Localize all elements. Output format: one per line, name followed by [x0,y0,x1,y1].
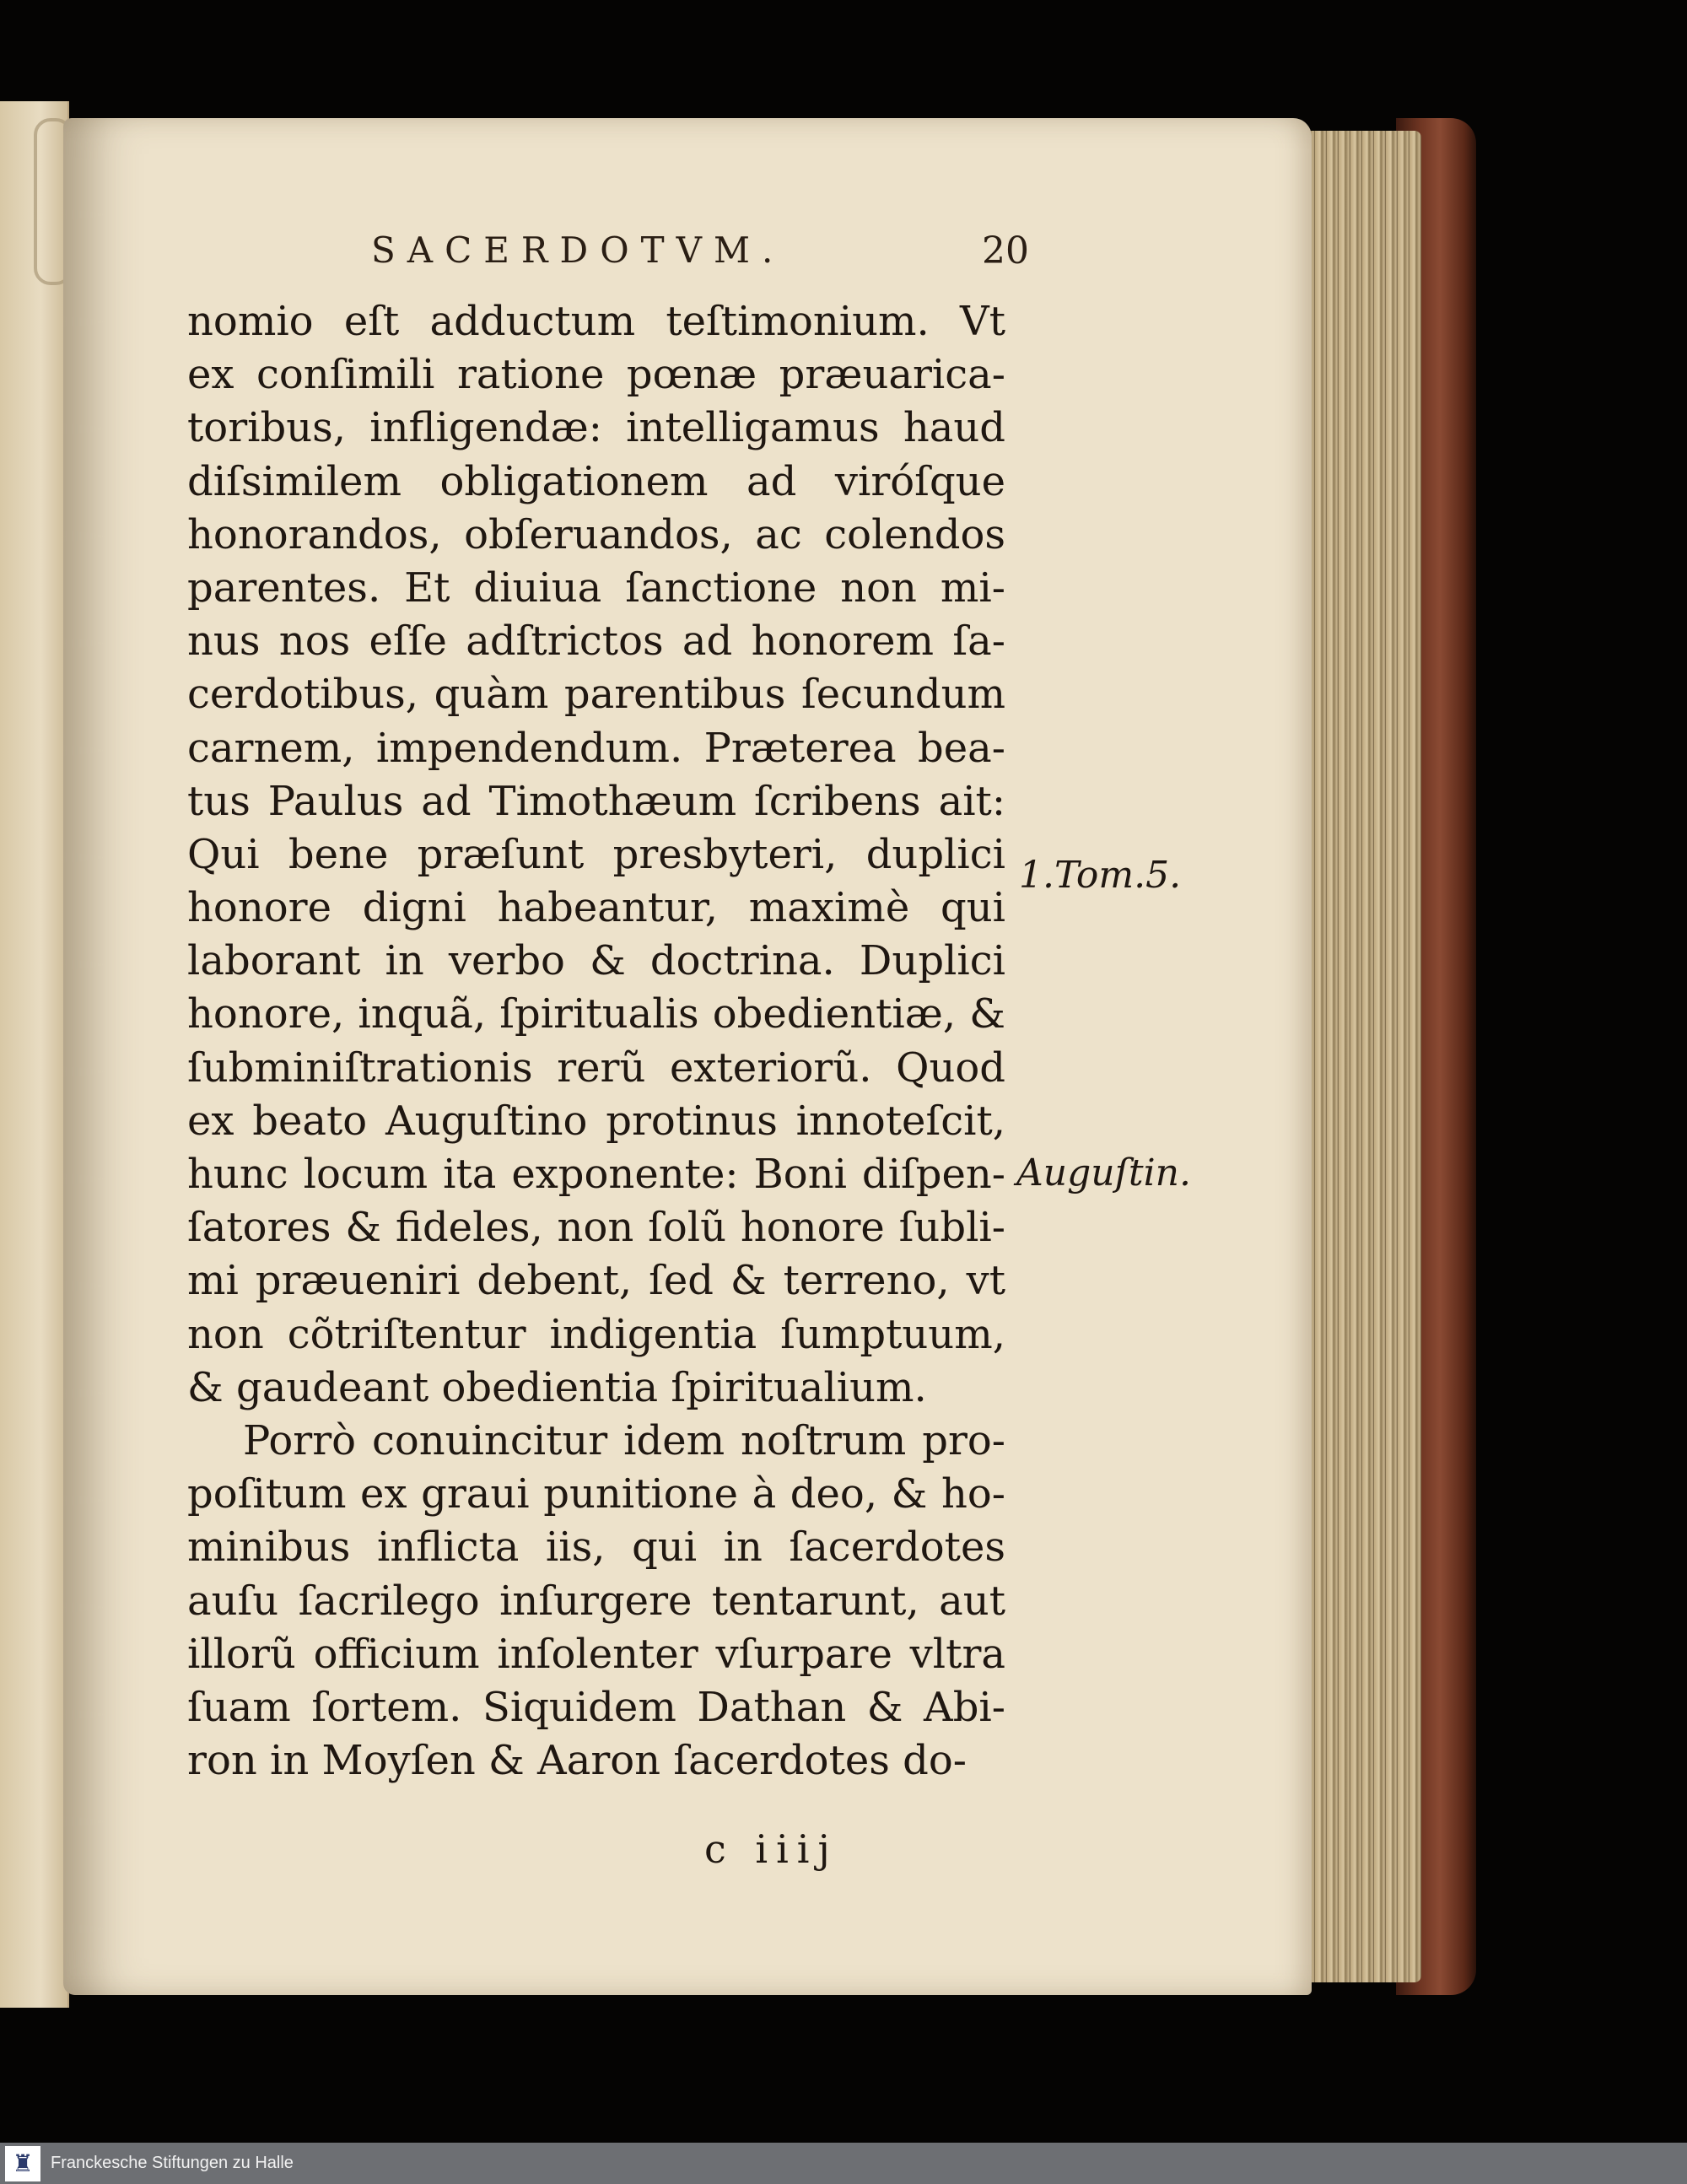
text-line: nus nos eſſe adſtrictos ad honorem ſa- [187,617,1005,666]
marginal-note-tom: 1.Tom.5. [1019,854,1182,897]
text-line: ſubminiſtrationis rerũ exteriorũ. Quod [187,1043,1005,1092]
text-line: Porrò conuincitur idem noſtrum pro- [243,1416,1005,1464]
text-line: cerdotibus, quàm parentibus ſecundum [187,671,1005,719]
text-line: hunc locum ita exponente: Boni diſpen- [187,1151,1005,1198]
text-line: poſitum ex graui punitione à deo, & ho- [187,1470,1005,1518]
institution-name: Franckesche Stiftungen zu Halle [51,2154,294,2172]
text-line: & gaudeant obedientia ſpiritualium. [187,1363,927,1411]
footer-bar [0,2143,1687,2184]
text-line: ſatores & fideles, non ſolũ honore ſubli- [187,1204,1005,1252]
body-text [187,295,1005,1788]
page-edges [1303,131,1421,1982]
text-line: tus Paulus ad Timothæum ſcribens ait: [187,777,1005,825]
signature-mark: c iiij [704,1826,838,1872]
text-line: ex conſimili ratione pœnæ præuarica- [187,351,1005,399]
text-line: non cõtriſtentur indigentia ſumptuum, [187,1310,1005,1358]
text-line: honorandos, obſeruandos, ac colendos [187,510,1005,558]
text-line: ex beato Auguſtino protinus innoteſcit, [187,1097,1005,1145]
text-line: nomio eſt adductum teſtimonium. Vt [187,298,1005,345]
marginal-note-augustin: Auguſtin. [1016,1151,1191,1194]
text-line: Qui bene præſunt presbyteri, duplici [187,830,1005,878]
text-line: honore, inquã, ſpiritualis obedientiæ, & [187,990,1005,1038]
text-line: illorũ officium inſolenter vſurpare vltra [187,1630,1005,1678]
running-head: SACERDOTVM. [371,229,785,271]
text-line: laborant in verbo & doctrina. Duplici [187,937,1005,985]
tower-icon: ♜ [12,2149,34,2177]
text-line: carnem, impendendum. Præterea bea- [187,724,1005,772]
text-line: ſuam ſortem. Siquidem Dathan & Abi- [187,1683,1005,1731]
text-line: ron in Moyſen & Aaron ſacerdotes do- [187,1737,967,1785]
page-header [371,229,1029,280]
text-line: diſsimilem obligationem ad viróſque [187,457,1005,505]
text-line: minibus inflicta iis, qui in ſacerdotes [187,1523,1005,1572]
text-line: auſu ſacrilego inſurgere tentarunt, aut [187,1577,1005,1625]
previous-page-edge [0,101,69,2008]
institution-logo [5,2146,40,2181]
text-line: parentes. Et diuiua ſanctione non mi- [187,564,1005,612]
text-line: honore digni habeantur, maximè qui [187,884,1005,932]
page-number: 20 [982,229,1029,272]
text-line: mi præueniri debent, ſed & terreno, vt [187,1257,1005,1305]
text-line: toribus, infligendæ: intelligamus haud [187,404,1005,452]
